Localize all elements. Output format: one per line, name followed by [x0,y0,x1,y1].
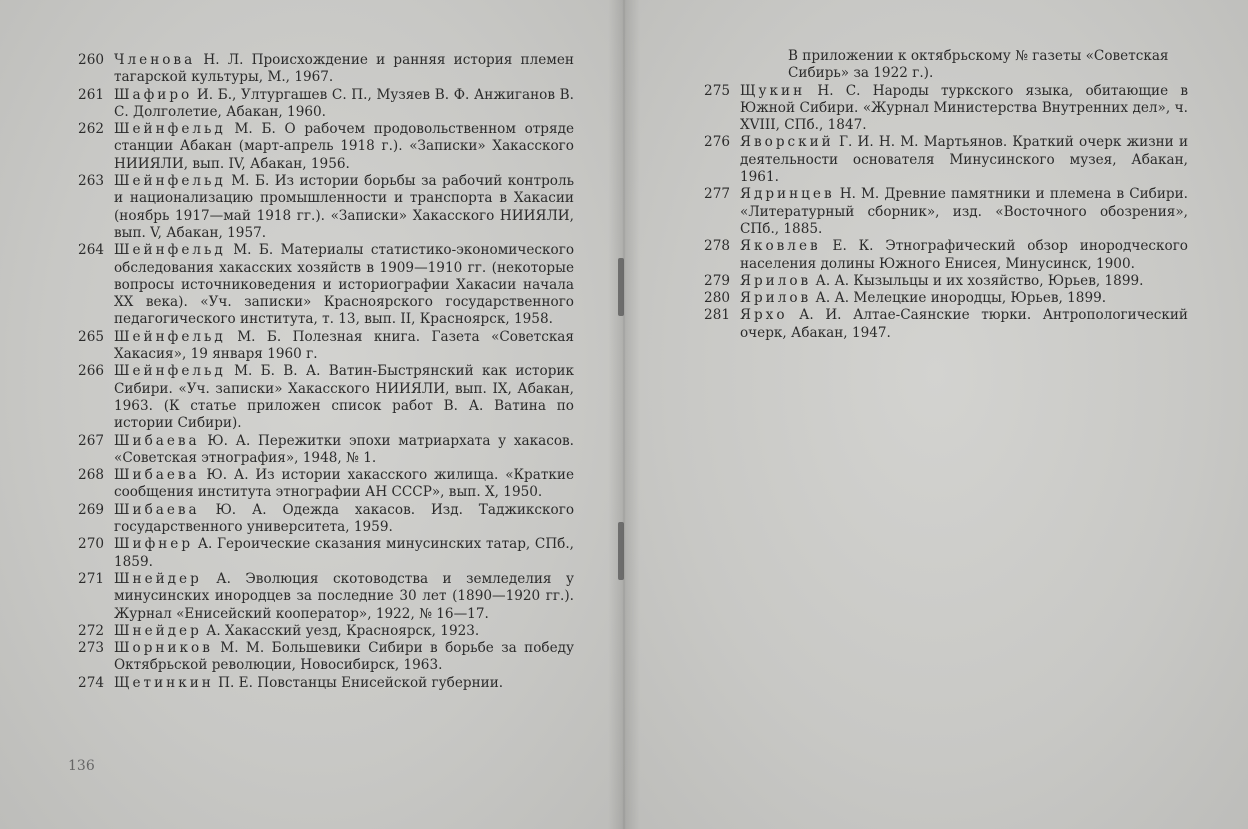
bibliography-entry-265 [68,329,574,364]
staple-bottom [618,522,624,580]
entry-text: М. Б. Материалы статистико-экономического обследования хакасских хозяйств в 1909—1910 гг. (некоторые вопросы источниковедения и историографии Хакасии начала XX века). «Уч. записки» Красноярского государственного педагогического института, т. 13, вып. II, Красноярск, 1958. [114,242,574,328]
entry-number: 264 [78,242,104,259]
entry-text: М. Б. О рабочем продовольственном отряде станции Абакан (март-апрель 1918 г.). «Записки» Хакасского НИИЯЛИ, вып. IV, Абакан, 1956. [114,121,575,172]
entry-number: 263 [78,173,104,190]
entry-author: Шейнфельд [114,121,226,138]
entry-number: 276 [704,134,730,151]
entry-text: Н. Л. Происхождение и ранняя история племен тагарской культуры, М., 1967. [114,52,574,86]
entry-number: 269 [78,501,104,518]
bibliography-entry-261 [68,87,574,122]
bibliography-entry-271 [68,571,574,623]
entry-number: 267 [78,432,104,449]
entry-text: Ю. А. Одежда хакасов. Изд. Таджикского государственного университета, 1959. [114,501,574,536]
continuation-text: В приложении к октябрьскому № газеты «Советская Сибирь» за 1922 г.). [788,48,1169,82]
entry-author: Шнейдер [114,570,202,587]
entry-continuation [694,48,1188,83]
entry-author: Шейнфельд [114,173,226,190]
bibliography-entry-263 [68,173,574,242]
entry-author: Шнейдер [114,622,202,639]
entry-text: И. Б., Ултургашев С. П., Музяев В. Ф. Анжиганов В. С. Долголетие, Абакан, 1960. [114,86,574,120]
entry-author: Шифнер [114,536,194,553]
bibliography-entry-262 [68,121,574,173]
entry-text: М. М. Большевики Сибири в борьбе за победу Октябрьской революции, Новосибирск, 1963. [114,640,574,674]
entry-number: 260 [78,52,104,68]
entry-text: А. Хакасский уезд, Красноярск, 1923. [206,622,480,639]
entry-author: Шорников [114,640,213,657]
entry-text: П. Е. Повстанцы Енисейской губернии. [218,674,504,691]
entry-author: Ярилов [740,272,812,289]
entry-author: Шибаева [114,501,200,518]
bibliography-entry-281 [694,307,1188,342]
entry-number: 262 [78,121,104,138]
entry-number: 281 [704,307,730,324]
entry-number: 261 [78,86,104,103]
entry-author: Ярхо [740,307,788,324]
bibliography-entry-277 [694,186,1188,238]
entry-number: 266 [78,363,104,380]
bibliography-entry-260 [68,52,574,87]
entry-author: Ядринцев [740,186,835,203]
bibliography-entry-278 [694,238,1188,273]
entry-number: 273 [78,640,104,657]
entry-text: А. А. Мелецкие инородцы, Юрьев, 1899. [815,290,1107,307]
bibliography-entry-270 [68,536,574,571]
entry-number: 268 [78,467,104,484]
entry-number: 270 [78,536,104,553]
bibliography-entry-279 [694,273,1188,290]
entry-text: Н. С. Народы туркского языка, обитающие в Южной Сибири. «Журнал Министерства Внутренних дел», ч. XVIII, СПб., 1847. [740,82,1188,134]
entry-text: Е. К. Этнографический обзор инородческого населения долины Южного Енисея, Минусинск, 1900. [740,238,1188,272]
entry-author: Щетинкин [114,674,214,691]
bibliography-entry-266 [68,363,574,432]
entry-text: А. Героические сказания минусинских татар, СПб., 1859. [114,536,574,570]
bibliography-entry-268 [68,467,574,502]
entry-author: Шафиро [114,86,193,103]
entry-text: А. И. Алтае-Саянские тюрки. Антропологический очерк, Абакан, 1947. [740,307,1188,341]
entry-author: Шейнфельд [114,363,226,380]
bibliography-entry-273 [68,640,574,675]
entry-text: Ю. А. Пережитки эпохи матриархата у хакасов. «Советская этнография», 1948, № 1. [114,432,574,466]
entry-text: Н. М. Древние памятники и племена в Сибири. «Литературный сборник», изд. «Восточного обозрения», СПб., 1885. [740,186,1188,237]
entry-number: 271 [78,570,104,587]
entry-text: М. Б. В. А. Ватин-Быстрянский как историк Сибири. «Уч. записки» Хакасского НИИЯЛИ, вып. IX, Абакан, 1963. (К статье приложен список работ В. А. Ватина по истории Сибири). [114,363,574,432]
entry-text: А. А. Кызыльцы и их хозяйство, Юрьев, 1899. [815,272,1144,289]
page-number: 136 [68,758,95,774]
bibliography-entry-280 [694,290,1188,307]
entry-author: Шибаева [114,432,200,449]
entry-text: А. Эволюция скотоводства и земледелия у минусинских инородцев за последние 30 лет (1890—1920 гг.). Журнал «Енисейский кооператор», 1922, № 16—17. [114,570,574,622]
entry-text: М. Б. Из истории борьбы за рабочий контроль и национализацию промышленности и транспорта в Хакасии (ноябрь 1917—май 1918 гг.). «Записки» Хакасского НИИЯЛИ, вып. V, Абакан, 1957. [114,173,574,241]
entry-number: 277 [704,186,730,203]
entry-number: 275 [704,82,730,99]
bibliography-entry-269 [68,502,574,537]
entry-author: Яворский [740,134,834,151]
bibliography-entry-264 [68,242,574,328]
bibliography-entry-267 [68,433,574,468]
right-page [624,0,1248,829]
bibliography-list-left [68,52,574,692]
bibliography-entry-275 [694,83,1188,135]
bibliography-entry-272 [68,623,574,640]
entry-number: 278 [704,238,730,255]
bibliography-entry-276 [694,134,1188,186]
entry-number: 265 [78,328,104,345]
entry-text: Г. И. Н. М. Мартьянов. Краткий очерк жизни и деятельности основателя Минусинского музея, Абакан, 1961. [740,134,1188,186]
book-gutter [608,0,640,829]
entry-number: 280 [704,290,730,307]
entry-author: Ярилов [740,290,812,307]
bibliography-entry-274 [68,675,574,692]
entry-author: Шибаева [114,467,200,484]
entry-number: 279 [704,272,730,289]
entry-text: М. Б. Полезная книга. Газета «Советская Хакасия», 19 января 1960 г. [114,328,574,363]
staple-top [618,258,624,316]
entry-author: Шейнфельд [114,328,226,345]
entry-author: Членова [114,52,196,68]
entry-number: 272 [78,622,104,639]
entry-author: Щукин [740,82,806,99]
entry-number: 274 [78,674,104,691]
entry-author: Шейнфельд [114,242,226,259]
entry-text: Ю. А. Из истории хакасского жилища. «Краткие сообщения института этнографии АН СССР», вып. X, 1950. [114,467,574,501]
bibliography-list-right [694,83,1188,342]
entry-author: Яковлев [740,238,821,255]
